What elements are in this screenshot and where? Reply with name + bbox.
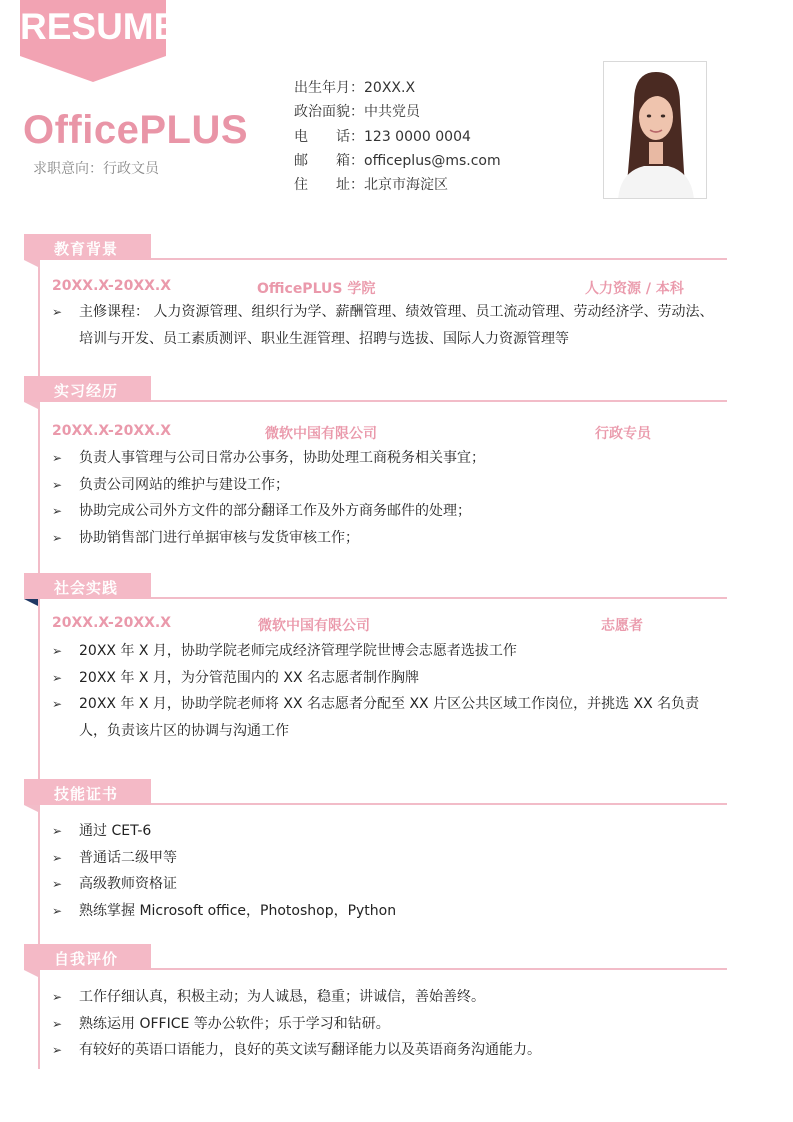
internship-list [52,445,722,551]
section-header-education [24,234,727,262]
entry-role: 人力资源 / 本科 [585,281,684,297]
arrow-bullet-icon: ➢ [52,903,63,918]
section-title: 社会实践 [54,579,119,597]
tab-fold [24,260,38,267]
arrow-bullet-icon: ➢ [52,644,63,658]
arrow-bullet-icon: ➢ [52,305,63,319]
job-intent [33,158,159,178]
list-item: ➢ 通过 CET-6 [52,818,722,845]
info-value: 123 0000 0004 [364,128,471,145]
education-entry-head [52,278,722,298]
arrow-bullet-icon: ➢ [52,824,63,838]
info-label: 政治面貌： [294,104,364,121]
entry-date: 20XX.X-20XX.X [52,615,172,631]
arrow-bullet-icon: ➢ [52,504,63,518]
section-divider [151,968,727,970]
resume-banner [20,0,179,82]
tab-fold [24,402,38,409]
entry-org: 微软中国有限公司 [265,426,377,442]
list-item: ➢ 20XX 年 X 月，协助学院老师将 XX 名志愿者分配至 XX 片区公共区域工作岗位，并挑选 XX 名负责人，负责该片区的协调与沟通工作 [52,691,722,744]
tab-fold [24,970,38,977]
arrow-bullet-icon: ➢ [52,697,63,711]
list-item: ➢ 工作仔细认真，积极主动；为人诚恳，稳重；讲诚信，善始善终。 [52,984,722,1011]
arrow-bullet-icon: ➢ [52,1043,63,1057]
section-title: 技能证书 [54,785,119,803]
info-address [294,176,501,200]
info-value: 中共党员 [364,104,420,121]
list-item: ➢ 熟练运用 OFFICE 等办公软件；乐于学习和钻研。 [52,1011,722,1038]
section-header-internship [24,376,727,404]
info-value: 北京市海淀区 [364,177,448,194]
arrow-bullet-icon: ➢ [52,877,63,891]
list-item: ➢ 主修课程： 人力资源管理、组织行为学、薪酬管理、绩效管理、员工流动管理、劳动经济学、劳动法、培训与开发、员工素质测评、职业生涯管理、招聘与选拔、国际人力资源管理等 [52,299,722,352]
tab-fold [24,599,38,606]
arrow-bullet-icon: ➢ [52,850,63,865]
list-item: ➢ 高级教师资格证 [52,871,722,898]
entry-role: 志愿者 [601,618,643,634]
entry-org: OfficePLUS 学院 [257,281,376,297]
arrow-bullet-icon: ➢ [52,477,63,492]
arrow-bullet-icon: ➢ [52,530,63,545]
portrait-illustration [604,62,707,199]
arrow-bullet-icon: ➢ [52,451,63,465]
section-title: 教育背景 [54,240,119,258]
section-header-skills [24,779,727,807]
section-divider [151,400,727,402]
list-item: ➢ 普通话二级甲等 [52,845,722,872]
info-value: 20XX.X [364,80,416,96]
personal-info [294,79,501,200]
list-item: ➢ 协助销售部门进行单据审核与发货审核工作； [52,525,722,552]
job-intent-label: 求职意向： [33,161,103,177]
list-item: ➢ 熟练掌握 Microsoft office，Photoshop，Python [52,898,722,925]
info-birth [294,79,501,103]
social-entry-head [52,615,722,635]
arrow-bullet-icon: ➢ [52,1016,63,1031]
candidate-name: OfficePLUS [23,108,249,152]
social-list [52,638,722,744]
section-header-social [24,573,727,601]
section-title: 实习经历 [54,382,119,400]
section-divider [151,597,727,599]
entry-org: 微软中国有限公司 [258,618,370,634]
list-item: ➢ 有较好的英语口语能力，良好的英文读写翻译能力以及英语商务沟通能力。 [52,1037,722,1064]
entry-date: 20XX.X-20XX.X [52,278,172,294]
info-label: 邮 箱： [294,152,364,169]
section-divider [151,803,727,805]
info-label: 出生年月： [294,80,364,96]
section-header-self [24,944,727,972]
skills-list [52,818,722,924]
info-political [294,103,501,127]
info-label: 住 址： [294,177,364,194]
list-item: ➢ 协助完成公司外方文件的部分翻译工作及外方商务邮件的处理； [52,498,722,525]
list-item: ➢ 20XX 年 X 月，为分管范围内的 XX 名志愿者制作胸牌 [52,665,722,692]
entry-role: 行政专员 [595,426,651,442]
entry-date: 20XX.X-20XX.X [52,423,172,439]
list-item: ➢ 负责公司网站的维护与建设工作； [52,472,722,499]
tab-fold [24,805,38,812]
info-label: 电 话： [294,128,364,145]
job-intent-value: 行政文员 [103,161,159,177]
arrow-bullet-icon: ➢ [52,990,63,1004]
section-title: 自我评价 [54,950,119,968]
list-item: ➢ 20XX 年 X 月，协助学院老师完成经济管理学院世博会志愿者选拔工作 [52,638,722,665]
profile-photo [603,61,707,199]
info-phone [294,128,501,152]
info-email [294,152,501,176]
self-list [52,984,722,1064]
list-item: ➢ 负责人事管理与公司日常办公事务，协助处理工商税务相关事宜； [52,445,722,472]
arrow-bullet-icon: ➢ [52,670,63,685]
info-value: officeplus@ms.com [364,152,501,169]
banner-title: RESUME [20,6,179,47]
education-list [52,299,722,352]
internship-entry-head [52,423,722,443]
section-divider [151,258,727,260]
